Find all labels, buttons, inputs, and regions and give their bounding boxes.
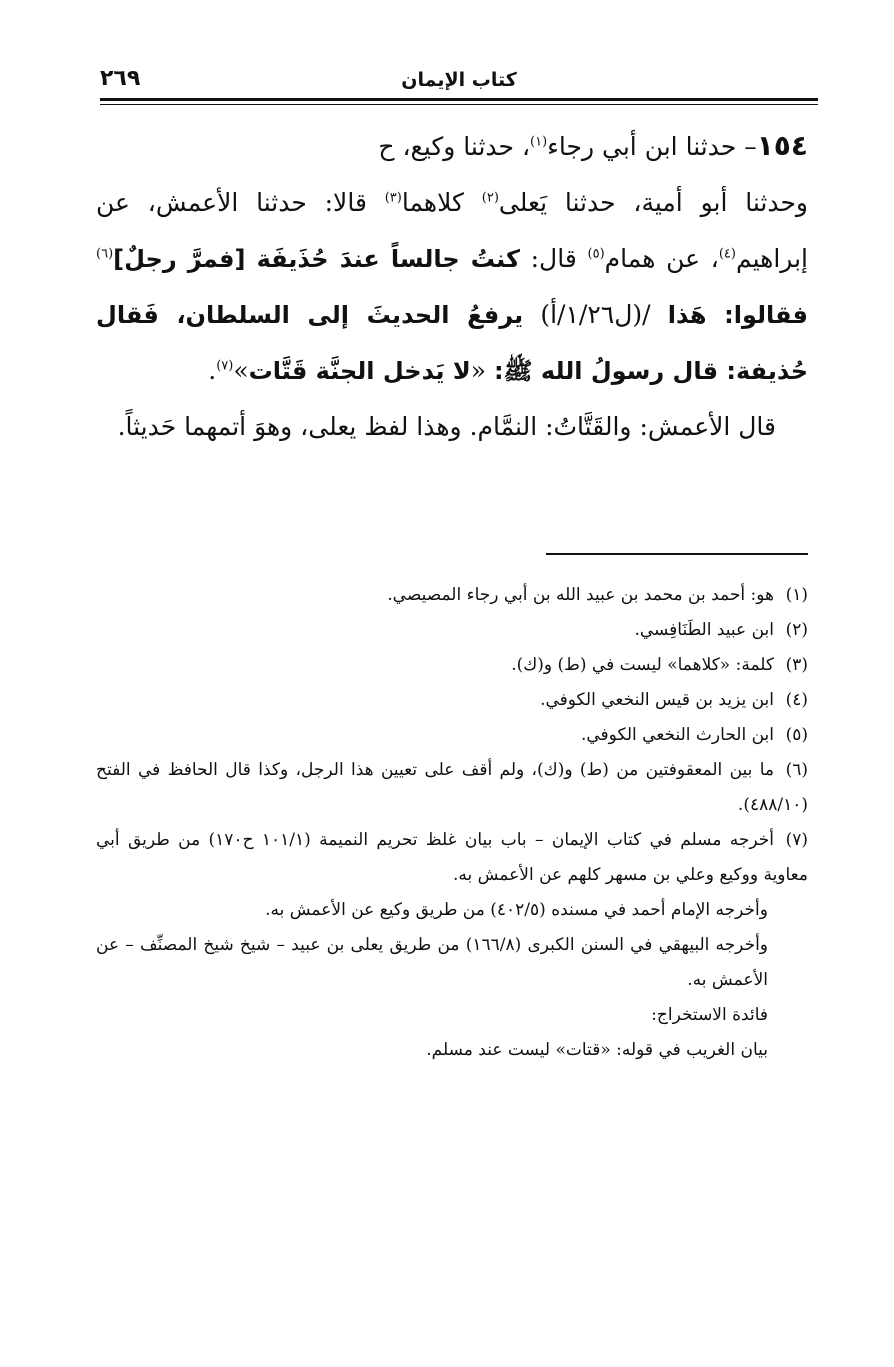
footnote xyxy=(96,683,808,718)
bold-text: يرفعُ الحديثَ إلى السلطان، فَقال حُذيفة: قال رسولُ الله ﷺ: xyxy=(96,301,808,385)
bold-text: كنتُ جالساً عندَ حُذَيفَة [فمرَّ رجلٌ] xyxy=(113,245,520,273)
text-span: ، عن همام xyxy=(604,244,719,273)
text-span: قالا: حدثنا الأعمش، عن إبراهيم xyxy=(96,188,808,273)
hadith-number: ١٥٤ xyxy=(756,129,808,162)
footnote xyxy=(96,718,808,753)
footnote xyxy=(96,648,808,683)
footnote xyxy=(96,613,808,648)
hadith-text xyxy=(96,118,808,399)
text-span: » xyxy=(233,356,249,385)
manuscript-ref: /(ل١/٢٦/أ) xyxy=(523,300,668,329)
text-span: كلاهما xyxy=(401,188,482,217)
footnote-text: كلمة: «كلاهما» ليست في (ط) و(ك). xyxy=(511,655,774,675)
footnote-number: (١) xyxy=(785,585,808,605)
text-span: . xyxy=(208,356,217,385)
footnote-text: ما بين المعقوفتين من (ط) و(ك)، ولم أقف على تعيين هذا الرجل، وكذا قال الحافظ في الفتح (٤٨٨/١٠). xyxy=(96,760,808,815)
text-span: وحدثنا أبو أمية، حدثنا يَعلى xyxy=(498,188,808,217)
commentary-paragraph: قال الأعمش: والقَتَّاتُ: النمَّام. وهذا لفظ يعلى، وهوَ أتمهما حَديثاً. xyxy=(117,412,776,441)
footnote-text: ابن عبيد الطَنَافِسي. xyxy=(634,620,774,640)
footnote-number: (٦) xyxy=(785,760,808,780)
bold-text: فقالوا: هَذا xyxy=(667,301,808,329)
text-span: قال: xyxy=(519,244,588,273)
page-number: ٢٦٩ xyxy=(100,66,141,91)
footnotes xyxy=(96,578,808,1068)
footnote-ref-6: (٦) xyxy=(96,246,114,262)
footnote-text: ابن يزيد بن قيس النخعي الكوفي. xyxy=(540,690,774,710)
footnote-separator xyxy=(546,553,808,555)
footnote-continuation: بيان الغريب في قوله: «قتات» ليست عند مسلم. xyxy=(426,1040,768,1060)
footnote xyxy=(96,578,808,613)
text-span: ، حدثنا وكيع، ح xyxy=(378,132,531,161)
footnote-number: (٧) xyxy=(785,830,808,850)
footnote-text: ابن الحارث النخعي الكوفي. xyxy=(580,725,774,745)
header-rule-thick xyxy=(100,98,818,101)
text-span: « xyxy=(470,356,494,385)
footnote xyxy=(96,823,808,893)
footnote-ref-1: (١) xyxy=(530,134,548,150)
text-span: – حدثنا ابن أبي رجاء xyxy=(547,132,757,161)
footnote-number: (٥) xyxy=(785,725,808,745)
footnote-ref-2: (٢) xyxy=(481,190,499,206)
footnote-ref-5: (٥) xyxy=(587,246,605,262)
footnote-text: أخرجه مسلم في كتاب الإيمان – باب بيان غلظ تحريم النميمة (١٠١/١ ح١٧٠) من طريق أبي معاوية ووكيع وعلي بن مسهر كلهم عن الأعمش به. xyxy=(96,830,808,885)
footnote-number: (٢) xyxy=(785,620,808,640)
footnote-continuation: وأخرجه الإمام أحمد في مسنده (٤٠٢/٥) من طريق وكيع عن الأعمش به. xyxy=(265,900,768,920)
footnote-subheading: فائدة الاستخراج: xyxy=(651,1005,768,1025)
footnote-number: (٤) xyxy=(785,690,808,710)
running-title: كتاب الإيمان xyxy=(401,69,517,91)
footnote xyxy=(96,753,808,823)
footnote-continuation: وأخرجه البيهقي في السنن الكبرى (١٦٦/٨) من طريق يعلى بن عبيد – شيخ شيخ المصنِّف – عن الأعمش به. xyxy=(96,935,769,990)
hadith-body xyxy=(96,118,808,455)
footnote-text: هو: أحمد بن محمد بن عبيد الله بن أبي رجاء المصيصي. xyxy=(387,585,774,605)
page-header xyxy=(100,64,818,98)
header-rule-thin xyxy=(100,104,818,105)
hadith-matn: لا يَدخل الجنَّة قَتَّات xyxy=(248,357,471,385)
footnote-ref-7: (٧) xyxy=(216,358,234,374)
footnote-ref-4: (٤) xyxy=(718,246,736,262)
footnote-number: (٣) xyxy=(785,655,808,675)
footnote-ref-3: (٣) xyxy=(384,190,402,206)
